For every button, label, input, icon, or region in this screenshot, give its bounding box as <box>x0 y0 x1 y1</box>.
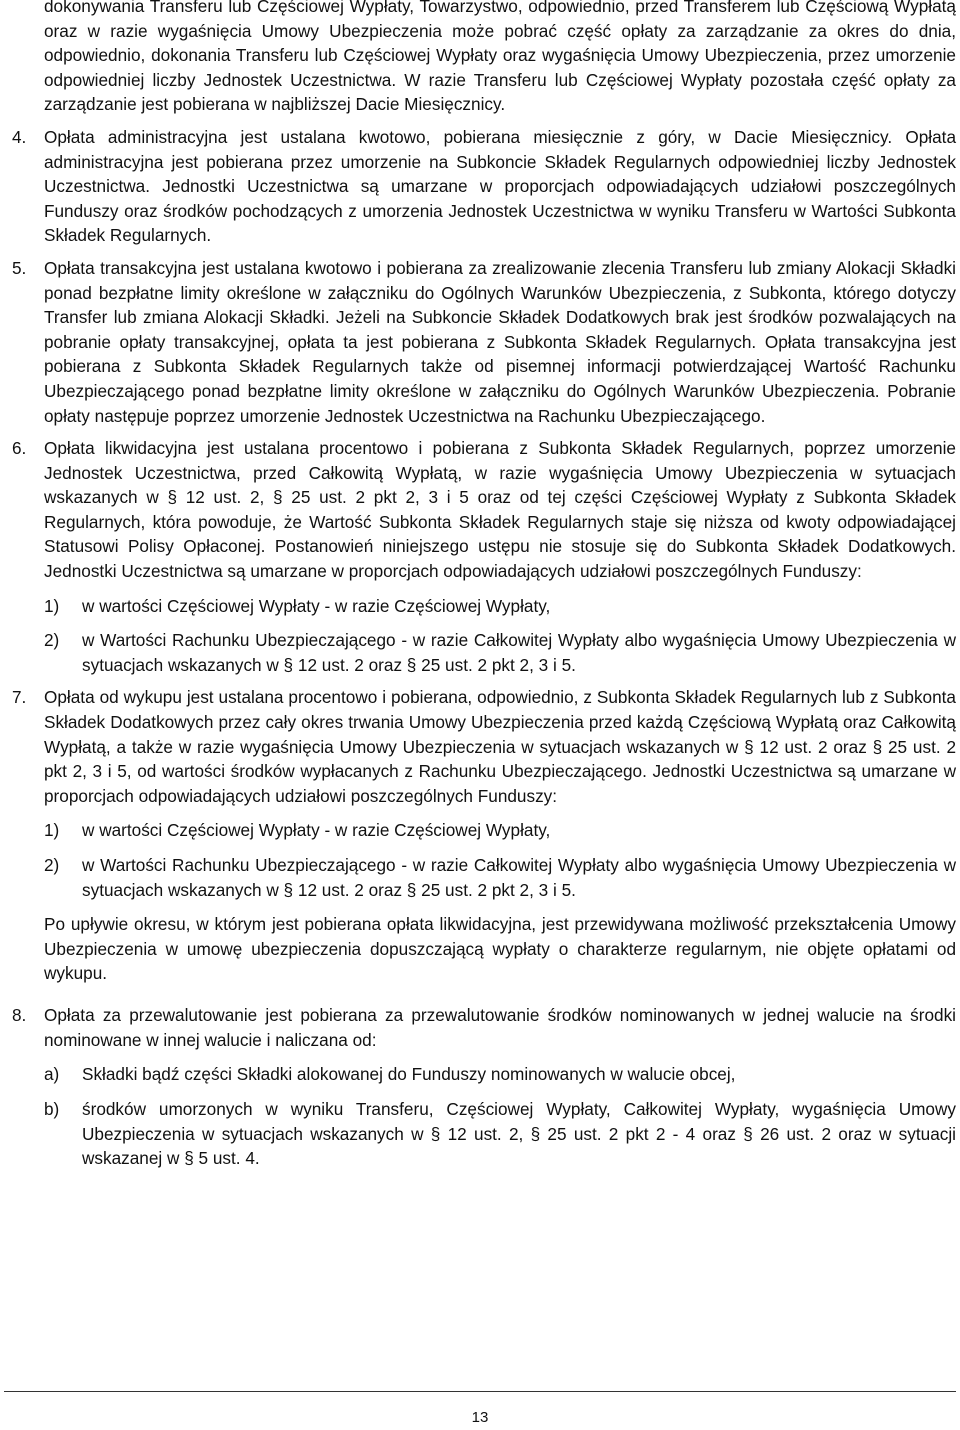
subitem-8-a <box>44 1062 956 1087</box>
subitem-7-2 <box>44 853 956 902</box>
footer-divider <box>4 1391 956 1392</box>
document-body <box>12 0 956 1171</box>
subitem-6-1 <box>44 594 956 619</box>
list-item-6 <box>12 436 956 584</box>
item-text: Opłata transakcyjna jest ustalana kwotowo i pobierana za zrealizowanie zlecenia Transferu lub zmiany Alokacji Składki ponad bezpłatne limity określone w załączniku do Ogólnych Warunków Ubezpieczenia, z Subkonta, którego dotyczy Transfer lub zmiana Alokacji Składki. Jeżeli na Subkoncie Składek Dodatkowych brak jest środków pozwalających na pobranie opłaty transakcyjnej, opłata ta jest pobierana z Subkonta Składek Regularnych. Opłata transakcyjna jest pobierana z Subkonta Składek Regularnych także od pisemnej informacji potwierdzającej Wartość Rachunku Ubezpieczającego ponad bezpłatne limity określone w załączniku do Ogólnych Warunków Ubezpieczenia. Pobranie opłaty następuje poprzez umorzenie Jednostek Uczestnictwa na Rachunku Ubezpieczającego. <box>44 257 956 426</box>
list-item-4 <box>12 125 956 248</box>
list-item-8 <box>12 1003 956 1052</box>
item-number: 8. <box>12 1005 27 1026</box>
subitem-number: 1) <box>44 595 60 616</box>
subitem-6-2 <box>44 628 956 677</box>
subitem-text: środków umorzonych w wyniku Transferu, Częściowej Wypłaty, Całkowitej Wypłaty, wygaśnięcia Umowy Ubezpieczenia w sytuacjach wskazanych w § 12 ust. 2, § 25 ust. 2 pkt 2 - 4 oraz § 26 ust. 2 oraz w sytuacji wskazanej w § 5 ust. 4. <box>82 1098 956 1169</box>
subitem-number: 1) <box>44 820 60 841</box>
subitem-text: w Wartości Rachunku Ubezpieczającego - w razie Całkowitej Wypłaty albo wygaśnięcia Umowy Ubezpieczenia w sytuacjach wskazanych w § 12 ust. 2 oraz § 25 ust. 2 pkt 2, 3 i 5. <box>82 630 956 675</box>
subitem-number: 2) <box>44 630 60 651</box>
subitem-number: 2) <box>44 855 60 875</box>
item-text: Opłata za przewalutowanie jest pobierana za przewalutowanie środków nominowanych w jednej walucie na środki nominowane w innej walucie i naliczana od: <box>44 1005 956 1050</box>
item-number: 4. <box>12 126 27 147</box>
subitem-text: w Wartości Rachunku Ubezpieczającego - w razie Całkowitej Wypłaty albo wygaśnięcia Umowy Ubezpieczenia w sytuacjach wskazanych w § 12 ust. 2 oraz § 25 ust. 2 pkt 2, 3 i 5. <box>82 855 956 900</box>
item-text: Opłata administracyjna jest ustalana kwotowo, pobierana miesięcznie z góry, w Dacie Miesięcznicy. Opłata administracyjna jest pobierana przez umorzenie na Subkoncie Składek Regularnych odpowiedniej liczby Jednostek Uczestnictwa. Jednostki Uczestnictwa są umarzane w proporcjach odpowiadających udziałowi poszczególnych Funduszy oraz środków pochodzących z umorzenia Jednostek Uczestnictwa w wyniku Transferu w Wartości Subkonta Składek Regularnych. <box>44 126 956 246</box>
item-number: 7. <box>12 687 27 708</box>
item-7-closing-paragraph: Po upływie okresu, w którym jest pobierana opłata likwidacyjna, jest przewidywana możliwość przekształcenia Umowy Ubezpieczenia w umowę ubezpieczenia dopuszczającą wypłaty o charakterze regularnym, nie objęte opłatami od wykupu. <box>44 914 956 984</box>
subitem-number: a) <box>44 1064 60 1085</box>
item-number: 6. <box>12 438 27 459</box>
item-text: Opłata od wykupu jest ustalana procentowo i pobierana, odpowiednio, z Subkonta Składek Regularnych lub z Subkonta Składek Dodatkowych przez cały okres trwania Umowy Ubezpieczenia przed każdą Częściową Wypłatą oraz Całkowitą Wypłatą, a także w razie wygaśnięcia Umowy Ubezpieczenia w sytuacjach wskazanych w § 12 ust. 2 oraz § 25 ust. 2 pkt 2, 3 i 5, od wartości środków wypłacanych z Rachunku Ubezpieczającego. Jednostki Uczestnictwa są umarzane w proporcjach odpowiadających udziałowi poszczególnych Funduszy: <box>44 687 956 806</box>
list-item-5 <box>12 256 956 428</box>
item-text: Opłata likwidacyjna jest ustalana procentowo i pobierana z Subkonta Składek Regularnych, poprzez umorzenie Jednostek Uczestnictwa, przed Całkowitą Wypłatą, w razie wygaśnięcia Umowy Ubezpieczenia w sytuacjach wskazanych w § 12 ust. 2, § 25 ust. 2 pkt 2, 3 i 5 oraz od tej części Częściowej Wypłaty z Subkonta Składek Regularnych, która powoduje, że Wartość Subkonta Składek Regularnych staje się niższa od kwoty odpowiadającej Statusowi Polisy Opłaconej. Postanowień niniejszego ustępu nie stosuje się do Subkonta Składek Dodatkowych. Jednostki Uczestnictwa są umarzane w proporcjach odpowiadających udziałowi poszczególnych Funduszy: <box>44 438 956 582</box>
page-number: 13 <box>471 1409 489 1426</box>
subitem-text: Składki bądź części Składki alokowanej do Funduszy nominowanych w walucie obcej, <box>82 1064 736 1085</box>
subitem-number: b) <box>44 1098 60 1119</box>
list-item-7 <box>12 685 956 808</box>
item-number: 5. <box>12 257 27 278</box>
subitem-text: w wartości Częściowej Wypłaty - w razie Częściowej Wypłaty, <box>82 595 551 616</box>
subitem-8-b <box>44 1097 956 1171</box>
intro-paragraph: dokonywania Transferu lub Częściowej Wypłaty, Towarzystwo, odpowiednio, przed Transferem lub Częściową Wypłatą oraz w razie wygaśnięcia Umowy Ubezpieczenia może pobrać część opłaty za zarządzanie za okres do dnia, odpowiednio, dokonania Transferu lub Częściowej Wypłaty oraz wygaśnięcia Umowy Ubezpieczenia, przez umorzenie odpowiedniej liczby Jednostek Uczestnictwa. W razie Transferu lub Częściowej Wypłaty pozostała część opłaty za zarządzanie jest pobierana w najbliższej Dacie Miesięcznicy. <box>44 0 956 115</box>
subitem-text: w wartości Częściowej Wypłaty - w razie Częściowej Wypłaty, <box>82 820 551 841</box>
subitem-7-1 <box>44 818 956 843</box>
